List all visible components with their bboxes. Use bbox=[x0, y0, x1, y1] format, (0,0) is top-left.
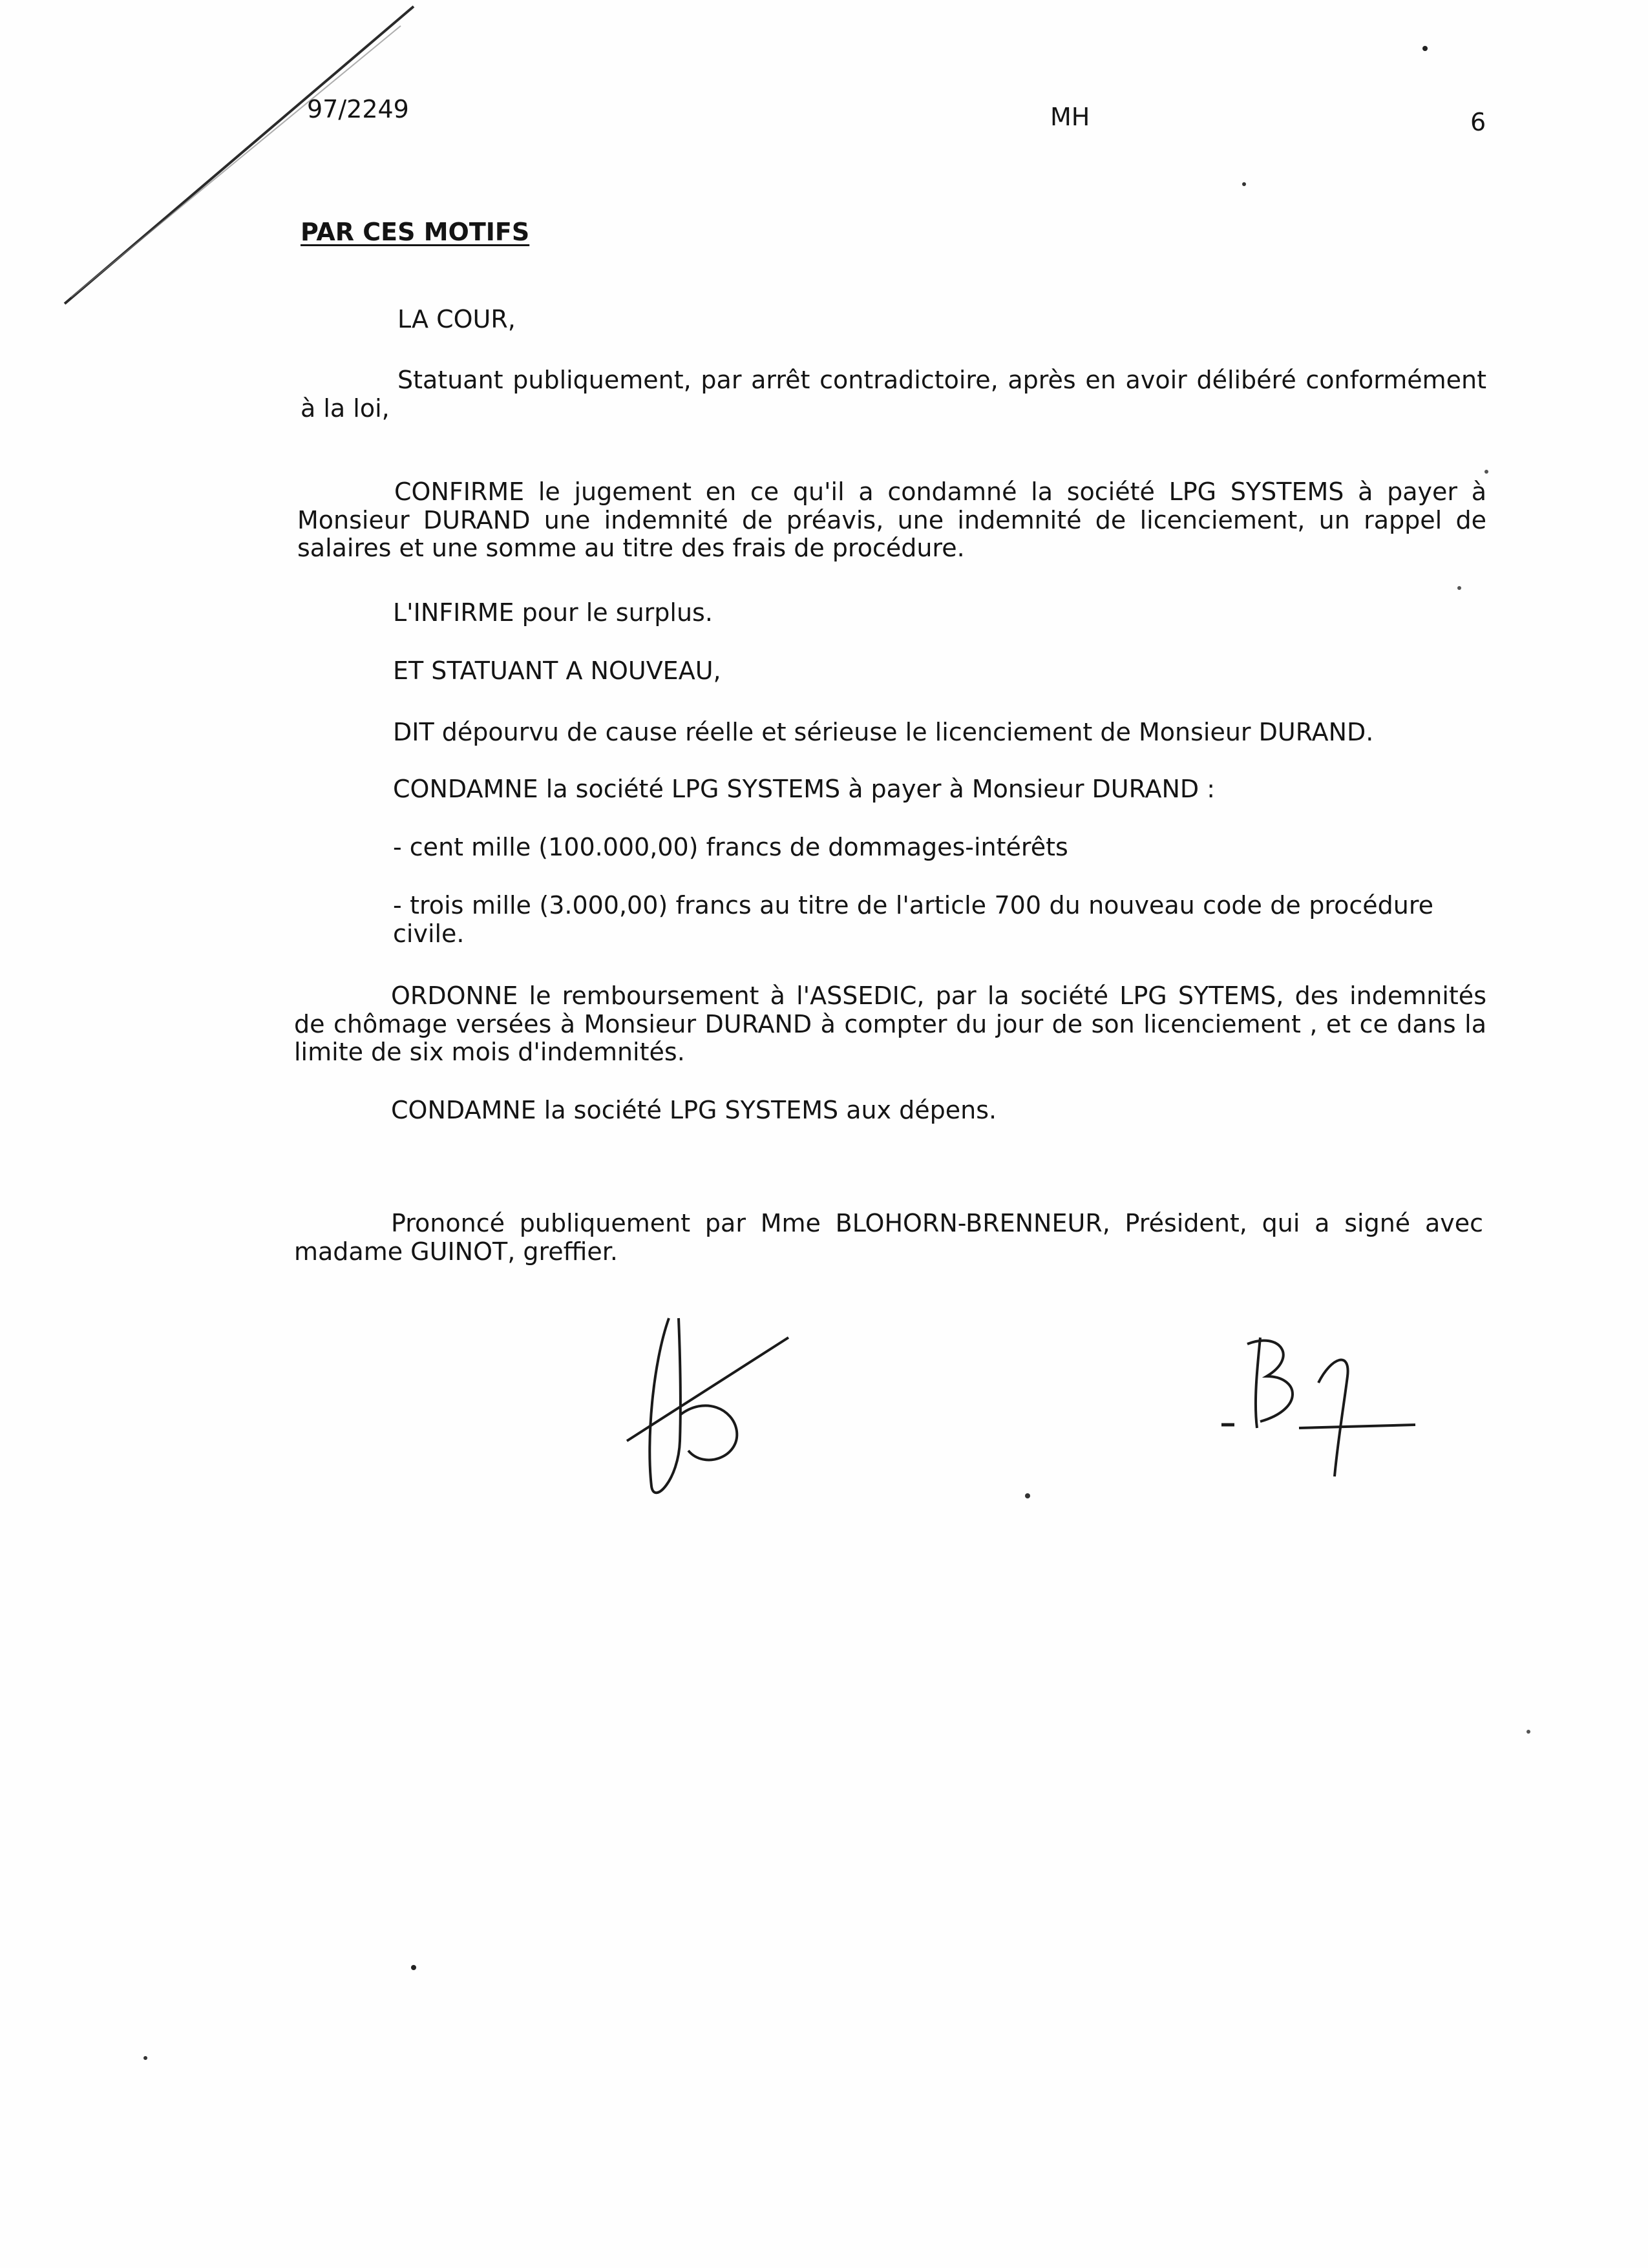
ordonne-paragraph: ORDONNE le remboursement à l'ASSEDIC, par la société LPG SYTEMS, des indemnités de chômage versées à Monsieur DURAND à compter du jour de son licenciement , et ce dans la limite de six mois d'indemnités. bbox=[294, 982, 1486, 1067]
prononce-paragraph: Prononcé publiquement par Mme BLOHORN-BRENNEUR, Président, qui a signé avec madame GUINOT, greffier. bbox=[294, 1209, 1483, 1266]
article-700-item: - trois mille (3.000,00) francs au titre de l'article 700 du nouveau code de procédure civile. bbox=[393, 891, 1433, 948]
statuant-nouveau-line: ET STATUANT A NOUVEAU, bbox=[393, 656, 721, 685]
court-line: LA COUR, bbox=[397, 305, 516, 333]
infirme-line: L'INFIRME pour le surplus. bbox=[393, 598, 713, 627]
page-number: 6 bbox=[1470, 108, 1486, 136]
ruling-intro: Statuant publiquement, par arrêt contradictoire, après en avoir délibéré conformément à la loi, bbox=[301, 366, 1486, 423]
damages-item: - cent mille (100.000,00) francs de dommages-intérêts bbox=[393, 833, 1068, 861]
condamne-intro-line: CONDAMNE la société LPG SYSTEMS à payer à Monsieur DURAND : bbox=[393, 775, 1216, 803]
author-initials: MH bbox=[1050, 103, 1090, 131]
dit-line: DIT dépourvu de cause réelle et sérieuse le licenciement de Monsieur DURAND. bbox=[393, 718, 1374, 746]
section-heading: PAR CES MOTIFS bbox=[301, 218, 530, 246]
case-reference: 97/2249 bbox=[307, 95, 409, 123]
confirme-paragraph: CONFIRME le jugement en ce qu'il a condamné la société LPG SYSTEMS à payer à Monsieur DURAND une indemnité de préavis, une indemnité de licenciement, un rappel de salaires et une somme au titre des frais de procédure. bbox=[297, 478, 1486, 563]
condamne-depens-line: CONDAMNE la société LPG SYSTEMS aux dépens. bbox=[391, 1096, 997, 1124]
